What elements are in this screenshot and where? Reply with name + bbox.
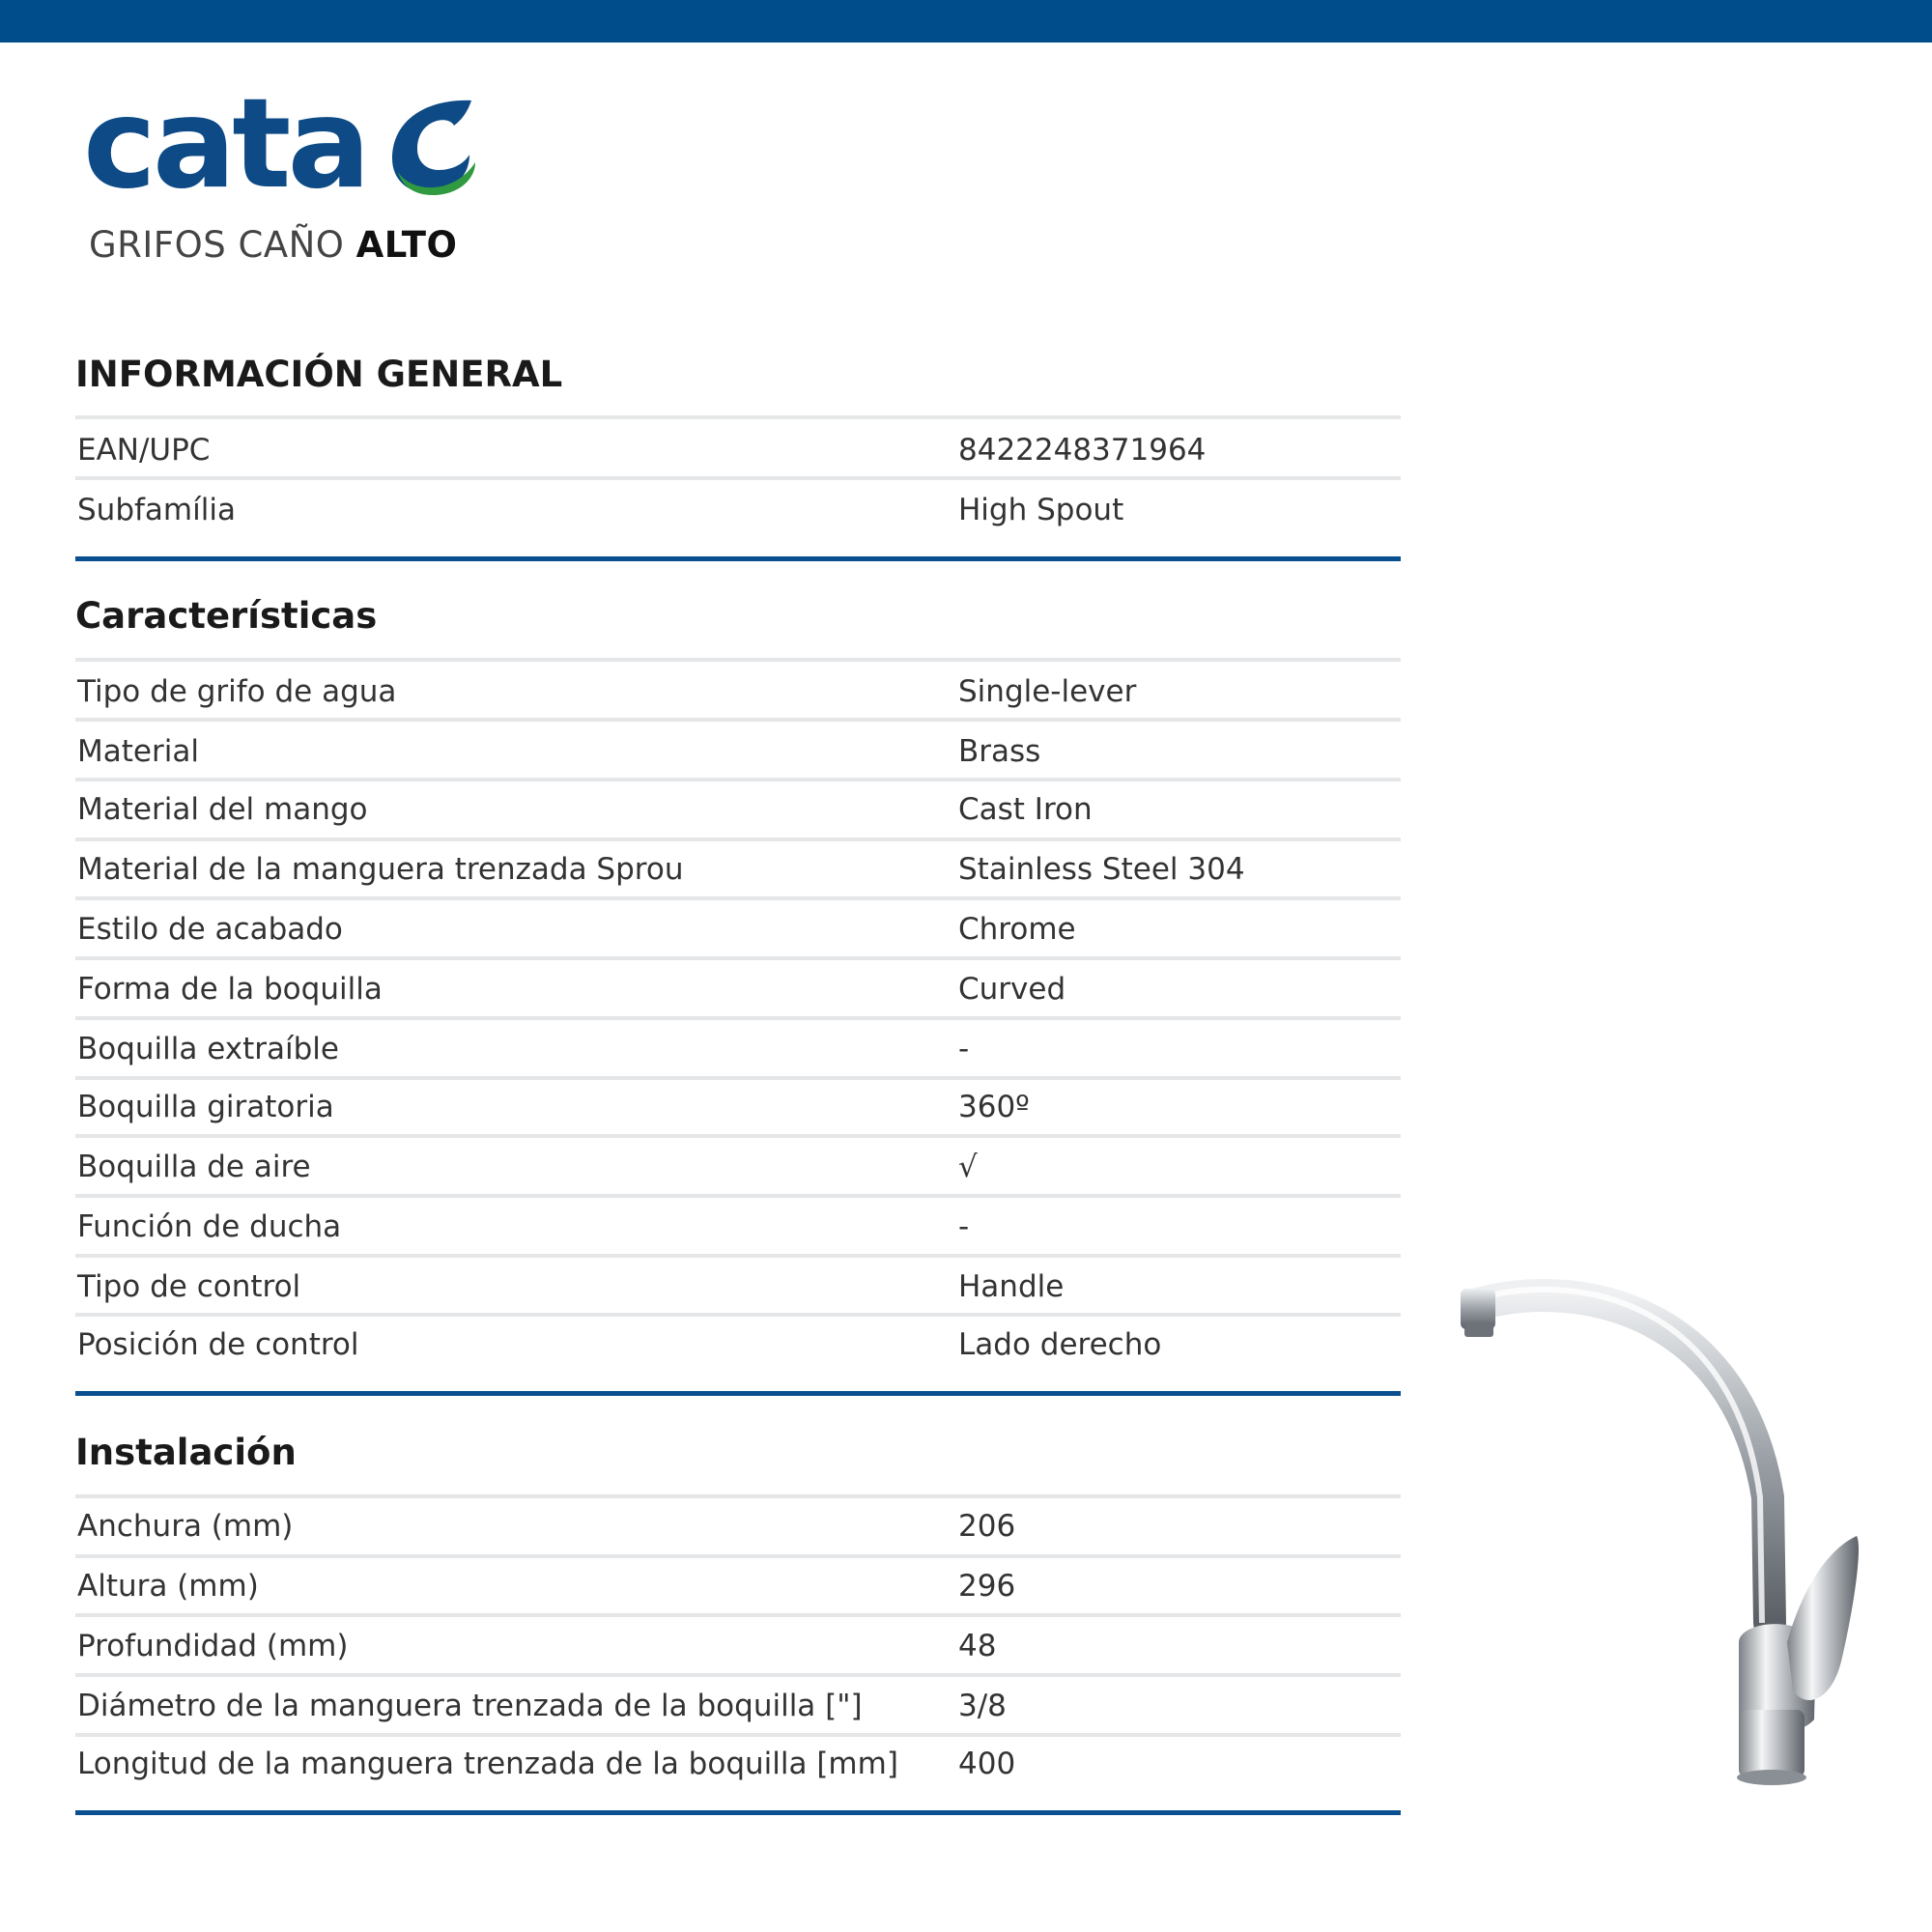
spec-row xyxy=(75,1677,1401,1736)
spec-row xyxy=(75,900,1401,959)
spec-value: 3/8 xyxy=(958,1689,1007,1723)
spec-label: Boquilla de aire xyxy=(77,1150,311,1184)
section-title-features: Características xyxy=(75,595,378,637)
spec-row xyxy=(75,960,1401,1019)
spec-value: √ xyxy=(958,1150,978,1184)
spec-label: Función de ducha xyxy=(77,1209,342,1244)
spec-label: Diámetro de la manguera trenzada de la boquilla ["] xyxy=(77,1689,863,1723)
section-divider xyxy=(75,1391,1401,1396)
spec-value: - xyxy=(958,1209,970,1244)
spec-value: Chrome xyxy=(958,912,1076,947)
spec-row xyxy=(75,663,1401,722)
spec-row-ean xyxy=(75,421,1401,480)
spec-label: Material xyxy=(77,734,199,769)
spec-value: 48 xyxy=(958,1629,997,1663)
spec-label: Tipo de grifo de agua xyxy=(77,674,397,709)
logo-wordmark: cata xyxy=(83,72,367,216)
subtitle-bold: ALTO xyxy=(355,224,458,266)
kitchen-faucet-icon xyxy=(1449,1256,1874,1797)
spec-value: 400 xyxy=(958,1747,1016,1781)
spec-label: Posición de control xyxy=(77,1327,359,1362)
spec-value: Stainless Steel 304 xyxy=(958,852,1245,887)
spec-label: Tipo de control xyxy=(77,1269,301,1304)
divider xyxy=(75,415,1401,419)
spec-row xyxy=(75,840,1401,899)
spec-row xyxy=(75,1557,1401,1616)
spec-row xyxy=(75,1617,1401,1676)
spec-label: Boquilla extraíble xyxy=(77,1032,339,1066)
spec-value: 8422248371964 xyxy=(958,433,1207,468)
spec-label: Longitud de la manguera trenzada de la boquilla [mm] xyxy=(77,1747,898,1781)
spec-value: Lado derecho xyxy=(958,1327,1162,1362)
section-title-general: INFORMACIÓN GENERAL xyxy=(75,354,563,395)
spec-label: Material de la manguera trenzada Sprou xyxy=(77,852,684,887)
spec-row xyxy=(75,1735,1401,1794)
spec-row xyxy=(75,723,1401,781)
spec-row xyxy=(75,1020,1401,1079)
divider xyxy=(75,658,1401,662)
spec-value: 360º xyxy=(958,1090,1030,1124)
spec-value: Single-lever xyxy=(958,674,1137,709)
cata-logo xyxy=(83,72,489,216)
divider xyxy=(75,718,1401,722)
spec-row xyxy=(75,1258,1401,1317)
spec-label: Subfamília xyxy=(77,493,236,527)
spec-row xyxy=(75,1198,1401,1257)
cata-drop-mark-icon xyxy=(379,91,483,195)
spec-value: 296 xyxy=(958,1569,1016,1604)
section-divider xyxy=(75,556,1401,561)
spec-value: Curved xyxy=(958,972,1066,1007)
spec-row xyxy=(75,1078,1401,1137)
spec-row xyxy=(75,1497,1401,1556)
subtitle-light: GRIFOS CAÑO xyxy=(89,224,345,266)
section-title-installation: Instalación xyxy=(75,1432,297,1473)
spec-label: Boquilla giratoria xyxy=(77,1090,334,1124)
spec-label: Altura (mm) xyxy=(77,1569,259,1604)
top-color-bar xyxy=(0,0,1932,43)
spec-value: Handle xyxy=(958,1269,1065,1304)
spec-row xyxy=(75,1138,1401,1197)
spec-label: Estilo de acabado xyxy=(77,912,343,947)
spec-value: Cast Iron xyxy=(958,792,1093,827)
spec-label: Profundidad (mm) xyxy=(77,1629,349,1663)
product-category-title xyxy=(89,224,457,266)
spec-label: Forma de la boquilla xyxy=(77,972,383,1007)
spec-label: EAN/UPC xyxy=(77,433,211,468)
spec-value: High Spout xyxy=(958,493,1124,527)
section-divider xyxy=(75,1810,1401,1815)
spec-value: - xyxy=(958,1032,970,1066)
spec-value: Brass xyxy=(958,734,1041,769)
spec-label: Material del mango xyxy=(77,792,368,827)
spec-row-subfamily xyxy=(75,481,1401,540)
spec-label: Anchura (mm) xyxy=(77,1509,294,1544)
spec-value: 206 xyxy=(958,1509,1016,1544)
divider xyxy=(75,476,1401,480)
spec-row xyxy=(75,1316,1401,1375)
spec-row xyxy=(75,781,1401,839)
